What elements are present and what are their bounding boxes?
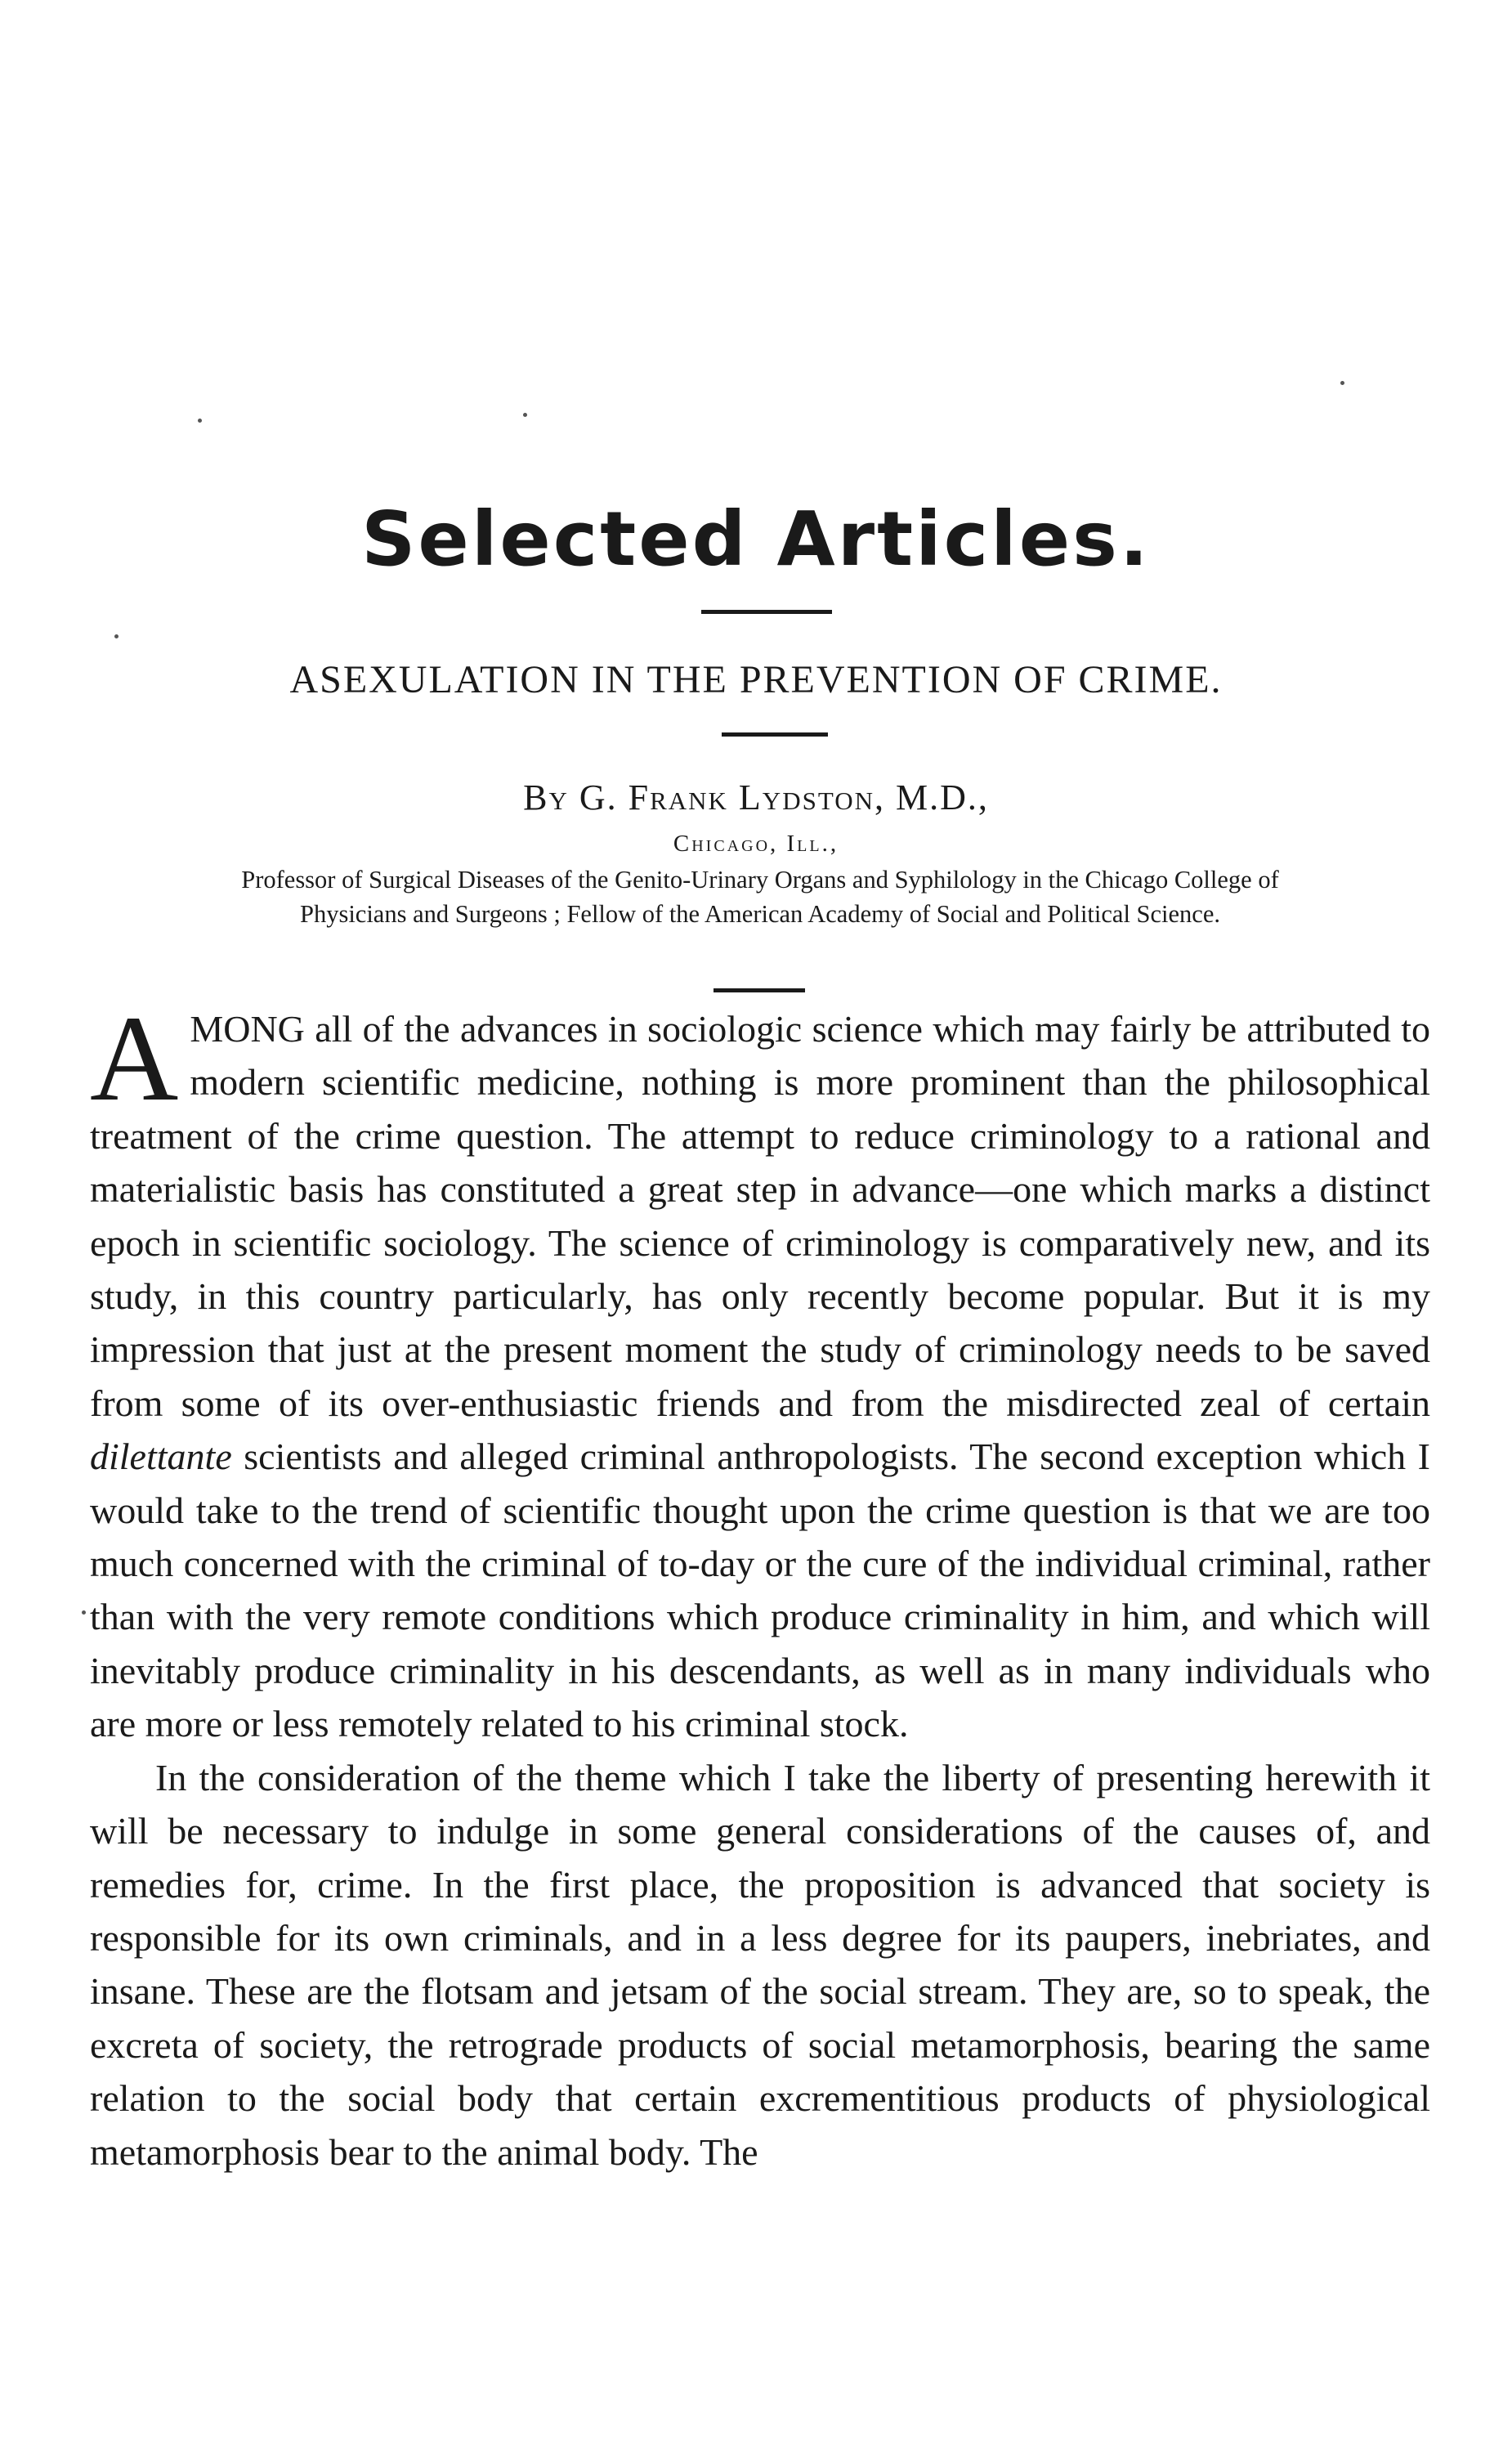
author-affiliation: Professor of Surgical Diseases of the Genito-Urinary Organs and Syphilology in the Chicago College of Physicians and Surgeons ; Fellow of the American Academy of Social and Political Science. bbox=[241, 866, 1279, 928]
paragraph-1-italic: dilettante bbox=[90, 1436, 232, 1478]
paragraph-2: In the consideration of the theme which I take the liberty of presenting herewith it will be necessary to indulge in some general considerations of the causes of, and remedies for, crime. In the first place, the proposition is advanced that society is responsible for its own criminals, and in a less degree for its paupers, inebriates, and insane. These are the flotsam and jetsam of the social stream. They are, so to speak, the excreta of society, the retrograde products of social metamorphosis, bearing the same relation to the social body that certain excrementitious products of physiological metamorphosis bear to the animal body. The bbox=[90, 1756, 1430, 2173]
article-body bbox=[90, 991, 1430, 2179]
paragraph-1 bbox=[90, 991, 1430, 1751]
paragraph-1-part-2: scientists and alleged criminal anthropologists. The second exception which I would take to the trend of scientific thought upon the crime question is that we are too much concerned with the criminal of to-day or the cure of the individual criminal, rather than with the very remote conditions which produce criminality in him, and which will inevitably produce criminality in his descendants, as well as in many individuals who are more or less remotely related to his criminal stock. bbox=[90, 1436, 1430, 1745]
section-title: Selected Articles. bbox=[361, 495, 1151, 583]
body-rule bbox=[714, 988, 805, 992]
author-location: Chicago, Ill., bbox=[673, 831, 839, 857]
article-title: ASEXULATION IN THE PREVENTION OF CRIME. bbox=[289, 658, 1223, 701]
scan-speck bbox=[114, 634, 119, 638]
paragraph-1-part-1: AMONG all of the advances in sociologic science which may fairly be attributed to modern scientific medicine, nothing is more prominent than the philosophical treatment of the crime question. The attempt to reduce criminology to a rational and materialistic basis has constituted a great step in advance—one which marks a distinct epoch in scientific sociology. The science of criminology is comparatively new, and its study, in this country particularly, has only recently become popular. But it is my impression that just at the present moment the study of criminology needs to be saved from some of its over-enthusiastic friends and from the misdirected zeal of certain bbox=[90, 991, 1430, 1424]
author-byline: By G. Frank Lydston, M.D., bbox=[523, 777, 989, 817]
scan-speck bbox=[1340, 381, 1344, 385]
scan-speck bbox=[523, 413, 527, 417]
scan-speck bbox=[82, 1610, 86, 1615]
scan-speck bbox=[198, 419, 202, 423]
byline-rule bbox=[722, 732, 828, 737]
title-rule bbox=[701, 610, 832, 614]
